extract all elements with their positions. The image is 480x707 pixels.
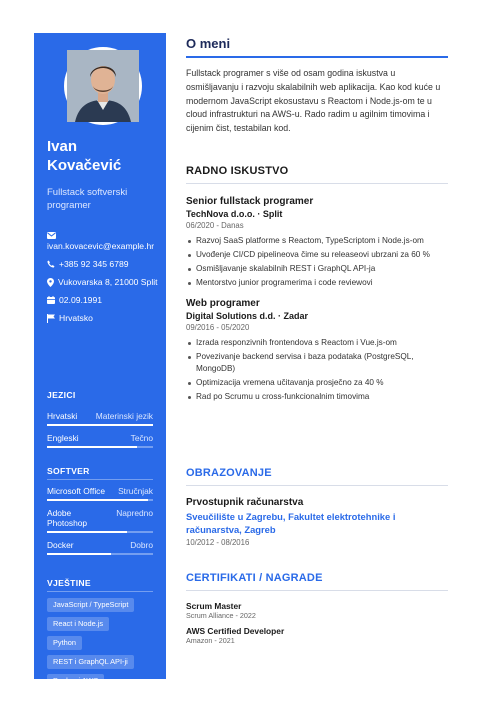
experience-heading: RADNO ISKUSTVO	[186, 165, 289, 177]
first-name: Ivan	[47, 138, 78, 155]
certificates-heading: CERTIFIKATI / NAGRADE	[186, 572, 323, 584]
software-item: Docker Dobro	[47, 540, 153, 555]
contact-birthdate	[47, 295, 159, 306]
skills-heading: VJEŠTINE	[47, 578, 153, 592]
avatar	[64, 47, 142, 125]
job-bullets	[186, 235, 448, 289]
certificate-name: AWS Certified Developer	[186, 626, 285, 636]
job-bullet: Razvoj SaaS platforme s Reactom, TypeScriptom i Node.js-om	[186, 235, 448, 247]
job-bullet: Optimizacija vremena učitavanja prosječno za 40 %	[186, 377, 448, 389]
job-dates: 09/2016 - 05/2020	[186, 323, 250, 332]
certificate-item	[186, 626, 448, 645]
email-text: ivan.kovacevic@example.hr	[47, 241, 155, 251]
software-level-bar	[47, 553, 153, 555]
location-icon	[47, 278, 54, 287]
full-name	[47, 137, 121, 175]
skill-tag: Git i CI/CD	[47, 693, 94, 707]
skill-tag: Python	[47, 636, 82, 650]
job-bullet: Mentorstvo junior programerima i code reviewovi	[186, 277, 448, 289]
birthdate-text: 02.09.1991	[59, 295, 103, 305]
job-bullets	[186, 337, 448, 403]
skill-tags	[47, 598, 153, 707]
language-level-bar	[47, 446, 153, 448]
job-title: Fullstack softverski programer	[47, 187, 128, 211]
skill-tag: React i Node.js	[47, 617, 109, 631]
software-section	[47, 466, 153, 562]
heading-rule	[186, 183, 448, 184]
school: Sveučilište u Zagrebu, Fakultet elektrotehnike i računarstva, Zagreb	[186, 511, 396, 535]
job-entry	[186, 298, 448, 403]
contact-nationality	[47, 313, 159, 324]
contact-email[interactable]	[47, 231, 159, 252]
about-section	[186, 36, 448, 136]
job-bullet: Osmišljavanje skalabilnih REST i GraphQL API-ja	[186, 263, 448, 275]
job-company: Digital Solutions d.d. · Zadar	[186, 311, 309, 321]
contact-list	[47, 231, 159, 324]
job-entry	[186, 196, 448, 289]
heading-rule	[186, 485, 448, 486]
job-bullet: Uvođenje CI/CD pipelineova čime su releaseovi ubrzani za 60 %	[186, 249, 448, 261]
address-text: Vukovarska 8, 21000 Split	[58, 277, 158, 287]
certificate-issuer: Amazon - 2021	[186, 636, 235, 645]
software-heading: SOFTVER	[47, 466, 153, 480]
experience-section	[186, 165, 448, 405]
job-bullet: Izrada responzivnih frontendova s Reactom i Vue.js-om	[186, 337, 448, 349]
certificate-item	[186, 601, 448, 620]
certificates-section	[186, 572, 448, 645]
heading-rule	[186, 56, 448, 58]
heading-rule	[186, 590, 448, 591]
job-bullet: Rad po Scrumu u cross-funkcionalnim timovima	[186, 391, 448, 403]
last-name: Kovačević	[47, 157, 122, 174]
email-icon	[47, 232, 56, 239]
job-bullet: Povezivanje backend servisa i baza podataka (PostgreSQL, MongoDB)	[186, 351, 448, 375]
software-level-bar	[47, 531, 153, 533]
certificate-issuer: Scrum Alliance - 2022	[186, 611, 256, 620]
flag-icon	[47, 314, 55, 323]
language-item: Engleski Tečno	[47, 433, 153, 448]
calendar-icon	[47, 296, 55, 304]
software-item: Adobe Photoshop Napredno	[47, 508, 153, 533]
degree: Prvostupnik računarstva	[186, 497, 304, 508]
languages-heading: JEZICI	[47, 390, 76, 400]
contact-address	[47, 277, 159, 288]
nationality-text: Hrvatsko	[59, 313, 93, 323]
phone-icon	[47, 260, 55, 268]
software-item: Microsoft Office Stručnjak	[47, 486, 153, 501]
phone-text: +385 92 345 6789	[59, 259, 129, 269]
software-level-bar	[47, 499, 153, 501]
language-level-bar	[47, 424, 153, 426]
job-dates: 06/2020 - Danas	[186, 221, 244, 230]
skill-tag: REST i GraphQL API-ji	[47, 655, 134, 669]
education-heading: OBRAZOVANJE	[186, 467, 272, 479]
skill-tag: Docker i AWS	[47, 674, 104, 688]
contact-phone[interactable]	[47, 259, 159, 270]
skills-section	[47, 578, 153, 707]
job-company: TechNova d.o.o. · Split	[186, 209, 283, 219]
about-text: Fullstack programer s više od osam godina iskustva u osmišljavanju i razvoju skalabilnih web aplikacija. Kao kod kuće u modernom JavaScript ekosustavu s Reactom i Node.js-om te u cloud infrastrukturi na AWS-u. Rado radim u agilnim timovima i cijenim čist, testabilan kod.	[186, 68, 441, 134]
job-position: Senior fullstack programer	[186, 196, 314, 207]
skill-tag: JavaScript / TypeScript	[47, 598, 134, 612]
certificate-name: Scrum Master	[186, 601, 242, 611]
about-heading: O meni	[186, 36, 231, 51]
languages-section	[47, 390, 153, 455]
education-dates: 10/2012 - 08/2016	[186, 538, 250, 547]
job-position: Web programer	[186, 298, 260, 309]
language-item: Hrvatski Materinski jezik	[47, 411, 153, 426]
sidebar	[34, 33, 166, 704]
education-section	[186, 467, 448, 547]
